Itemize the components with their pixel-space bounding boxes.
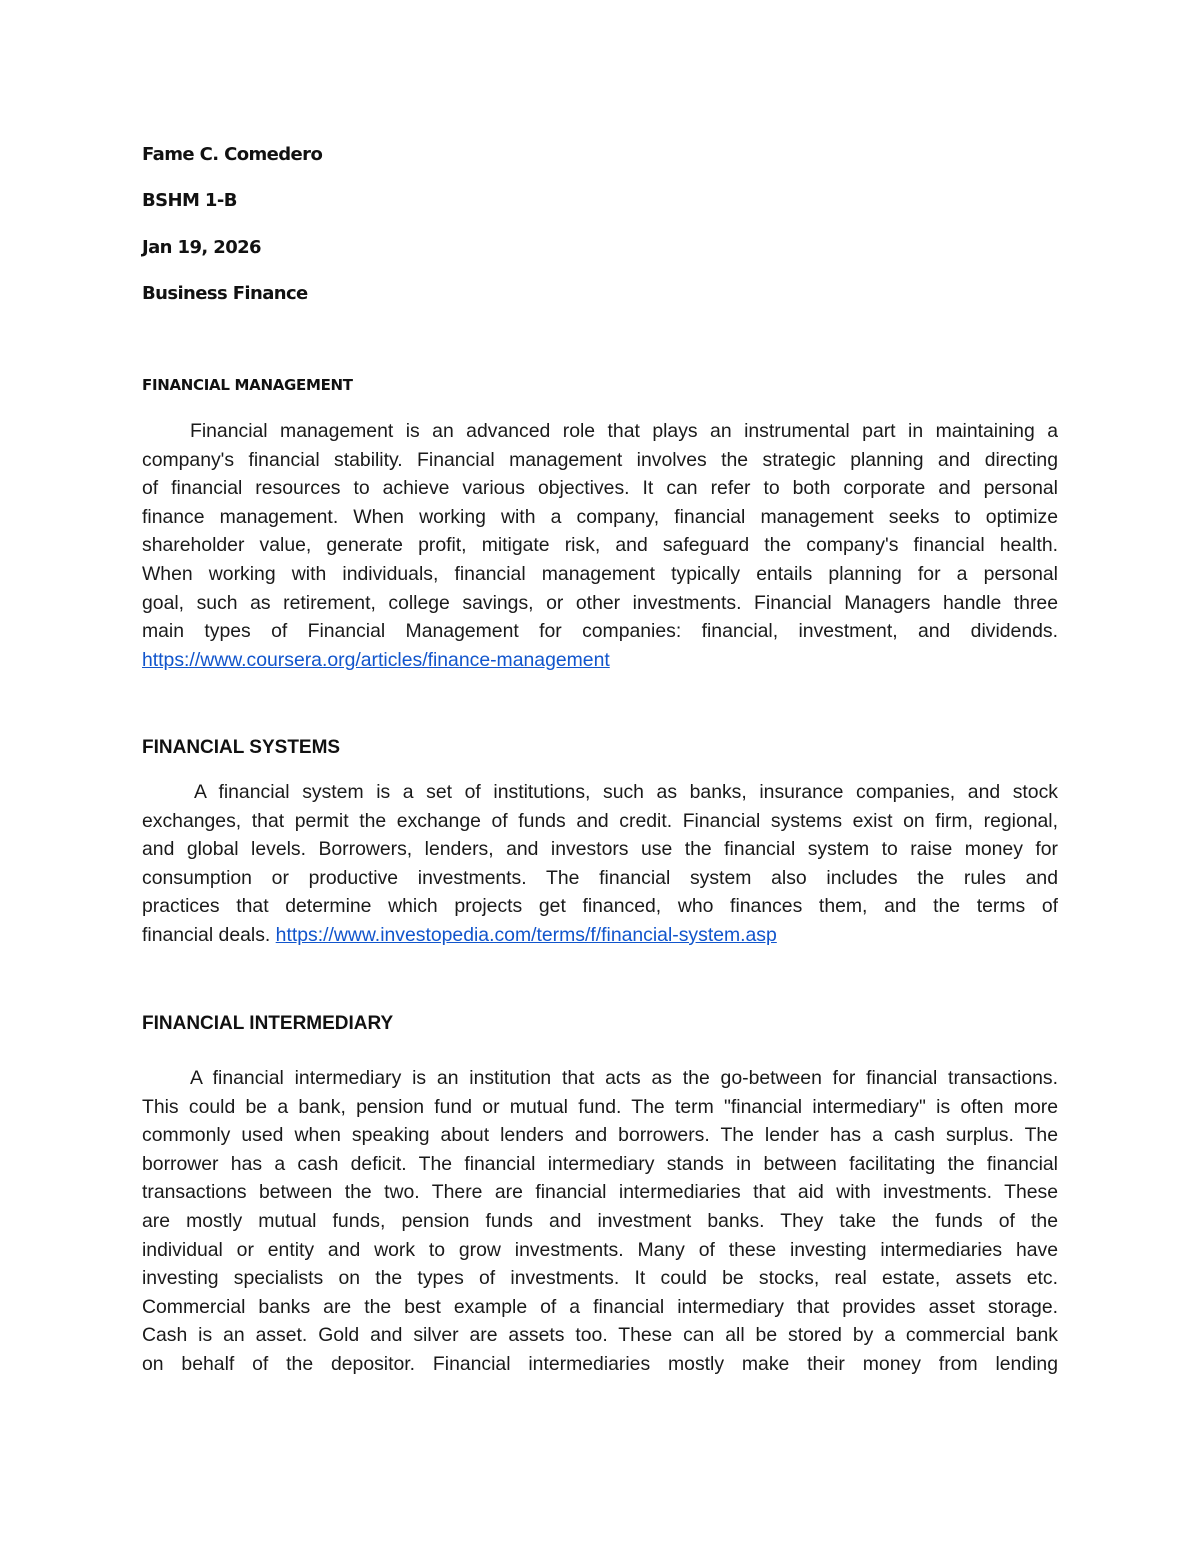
paragraph-line: Cash is an asset. Gold and silver are assets too. These can all be stored by a commercial bank — [142, 1324, 1058, 1347]
paragraph-line: company's financial stability. Financial management involves the strategic planning and directing — [142, 448, 1058, 471]
document-date: Jan 19, 2026 — [142, 237, 261, 258]
heading-financial-intermediary: FINANCIAL INTERMEDIARY — [142, 1013, 394, 1034]
student-section: BSHM 1-B — [142, 190, 237, 211]
paragraph-line: financial deals. — [142, 923, 271, 946]
paragraph-line: investing specialists on the types of investments. It could be stocks, real estate, assets etc. — [142, 1267, 1058, 1290]
paragraph-line: This could be a bank, pension fund or mutual fund. The term "financial intermediary" is often more — [142, 1095, 1058, 1118]
paragraph-financial-intermediary — [142, 1064, 1058, 1379]
paragraph-line: consumption or productive investments. The financial system also includes the rules and — [142, 866, 1058, 889]
paragraph-line: on behalf of the depositor. Financial intermediaries mostly make their money from lending — [142, 1352, 1058, 1375]
paragraph-line: finance management. When working with a company, financial management seeks to optimize — [142, 505, 1058, 528]
paragraph-line: borrower has a cash deficit. The financial intermediary stands in between facilitating the financial — [142, 1152, 1058, 1175]
paragraph-line: main types of Financial Management for companies: financial, investment, and dividends. — [142, 620, 1058, 643]
paragraph-financial-management — [142, 417, 1058, 674]
paragraph-line: practices that determine which projects get financed, who finances them, and the terms of — [142, 895, 1058, 918]
student-name: Fame C. Comedero — [142, 144, 323, 165]
investopedia-link[interactable]: https://www.investopedia.com/terms/f/financial-system.asp — [275, 923, 777, 946]
paragraph-line: of financial resources to achieve various objectives. It can refer to both corporate and personal — [142, 477, 1058, 500]
heading-financial-management: FINANCIAL MANAGEMENT — [142, 376, 353, 394]
paragraph-line: goal, such as retirement, college savings, or other investments. Financial Managers handle three — [142, 591, 1058, 614]
heading-financial-systems: FINANCIAL SYSTEMS — [142, 737, 341, 758]
paragraph-line: are mostly mutual funds, pension funds and investment banks. They take the funds of the — [142, 1209, 1058, 1232]
paragraph-line: Financial management is an advanced role that plays an instrumental part in maintaining a — [190, 420, 1058, 442]
paragraph-line: and global levels. Borrowers, lenders, and investors use the financial system to raise money for — [142, 838, 1058, 861]
subject-name: Business Finance — [142, 283, 308, 304]
paragraph-line: When working with individuals, financial management typically entails planning for a personal — [142, 562, 1058, 585]
paragraph-line: A financial system is a set of institutions, such as banks, insurance companies, and stock — [194, 781, 1058, 803]
paragraph-line: commonly used when speaking about lenders and borrowers. The lender has a cash surplus. The — [142, 1124, 1058, 1147]
paragraph-line: Commercial banks are the best example of a financial intermediary that provides asset storage. — [142, 1295, 1058, 1318]
paragraph-line: shareholder value, generate profit, mitigate risk, and safeguard the company's financial health. — [142, 534, 1058, 557]
paragraph-line: individual or entity and work to grow investments. Many of these investing intermediaries have — [142, 1238, 1058, 1261]
paragraph-financial-systems — [142, 778, 1058, 950]
paragraph-line: A financial intermediary is an institution that acts as the go-between for financial transactions. — [190, 1067, 1058, 1089]
coursera-link[interactable]: https://www.coursera.org/articles/finance-management — [142, 648, 610, 671]
paragraph-line: exchanges, that permit the exchange of funds and credit. Financial systems exist on firm, regional, — [142, 809, 1058, 832]
paragraph-line: transactions between the two. There are financial intermediaries that aid with investments. These — [142, 1181, 1058, 1204]
